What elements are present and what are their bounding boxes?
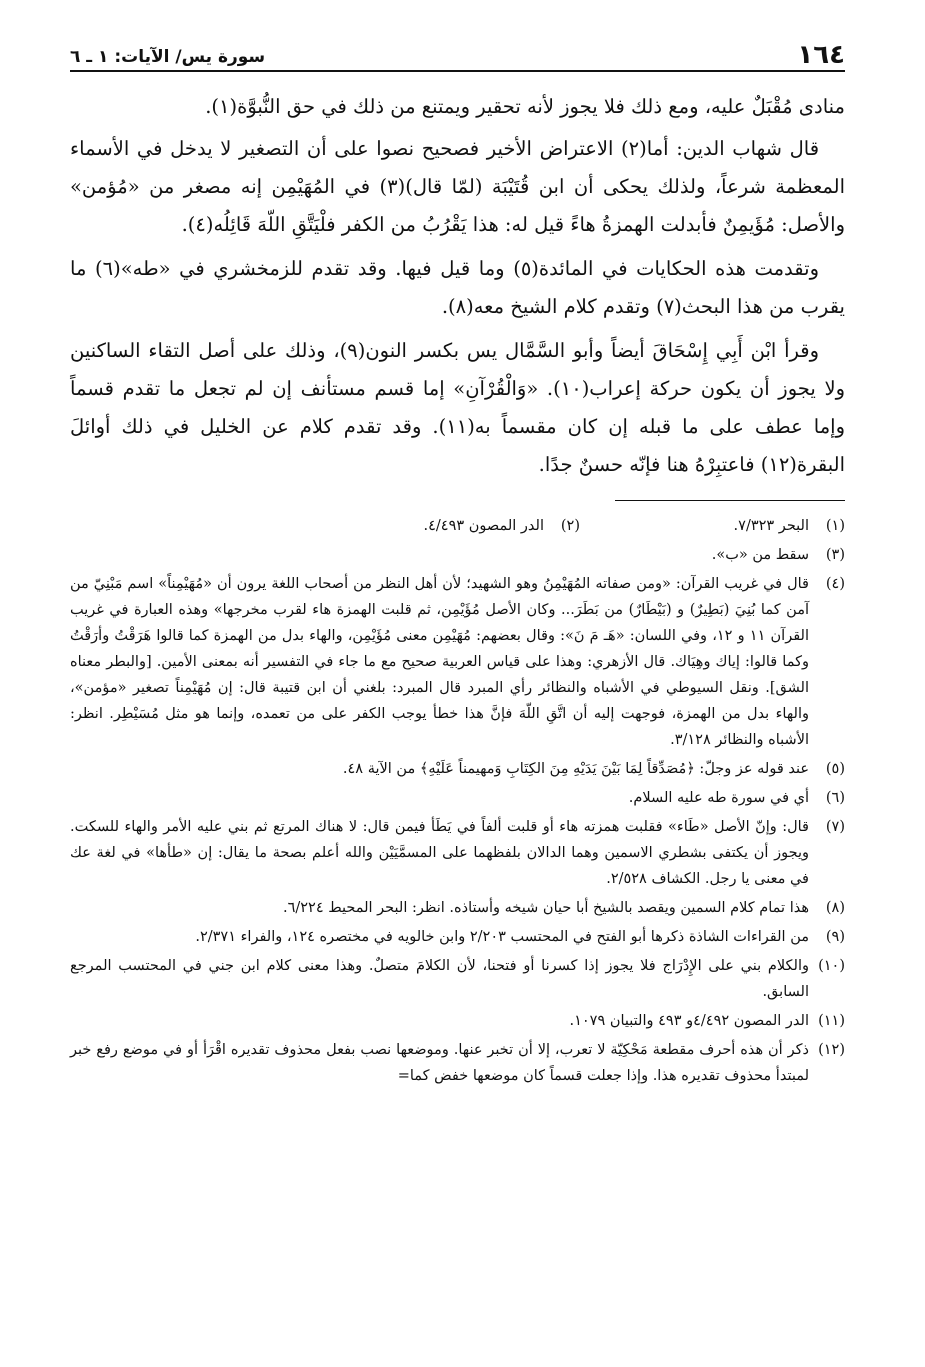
footnote-number: (١) (825, 518, 845, 534)
footnote-12 (70, 1037, 845, 1089)
paragraph-2: قال شهاب الدين: أما(٢) الاعتراض الأخير فصحيح نصوا على أن التصغير لا يدخل في الأسماء المعظمة شرعاً، ولذلك يحكى أن ابن قُتَيْبَة (لمّا قال)(٣) في المُهَيْمِن إنه مصغر من «مُؤمن» والأصل: مُؤَيمِنٌ فأبدلت الهمزةُ هاءً قيل له: هذا يَقْرُبُ من الكفر فلْيَتَّقِ اللّهَ قَائِلُه(٤). (70, 137, 845, 236)
footnote-11 (70, 1008, 845, 1034)
footnote-5 (70, 756, 845, 782)
footnote-number: (٦) (825, 790, 845, 806)
footnote-number: (٧) (825, 819, 845, 835)
footnote-2 (70, 513, 580, 539)
footnote-9 (70, 924, 845, 950)
footnote-4 (70, 571, 845, 753)
page-header (70, 34, 845, 72)
footnote-text: سقط من «ب». (711, 547, 809, 563)
footnote-number: (١٠) (818, 958, 845, 974)
footnote-number: (٢) (560, 518, 580, 534)
footnote-text: عند قوله عز وجلّ: ﴿مُصَدِّقاً لِمَا بَيْنَ يَدَيْهِ مِنَ الكِتَابِ وَمهيمناً عَلَيْهِ﴾ من الآية ٤٨. (342, 761, 809, 777)
main-text (70, 88, 845, 484)
footnote-text: الدر المصون ٤/٤٩٣. (423, 518, 544, 534)
footnote-text: من القراءات الشاذة ذكرها أبو الفتح في المحتسب ٢/٢٠٣ وابن خالويه في مختصره ١٢٤، والفراء ٢/٣٧١. (195, 929, 809, 945)
footnote-text: قال في غريب القرآن: «ومن صفاته المُهَيْمِنُ وهو الشهيد؛ لأن أهل النظر من أصحاب اللغة يرون أن «مُهَيْمِناً» اسم مَبْنِيّ من آمن كما بُنِيَ (بَطِيرٌ) و (بَيْطَارٌ) من بَطَرَ... وكان الأصل مُؤَيْمِن، ثم قلبت الهمزة هاء لقرب مخرجها» وهذه العبارة في غريب القرآن ١١ و ١٢، وفي اللسان: «هَـ مَ نَ»: وقال بعضهم: مُهَيْمِن معنى مُؤَيْمِن، والهاء بدل من الهمزة كما قالوا هَرَقْتُ وأرَقْتُ وكما قالوا: إياك وهِيَاك. قال الأزهري: وهذا على قياس العربية صحيح مع ما جاء في التفسير أنه بمعنى الأمين. [والبطر معناه الشق]. ونقل السيوطي في الأشباه والنظائر رأي المبرد قال المبرد: بلغني أن ابن قتيبة قال: إن مُهَيْمِناً تصغير «مؤمن»، والهاء بدل من الهمزة، فوجهت إليه أن اتَّقِ اللّهَ فإنَّ هذا خطأ يوجب الكفر على من تعمده، وإنما هو مثل مُسَيْطِر. انظر: الأشباه والنظائر ٣/١٢٨. (70, 576, 810, 748)
footnote-row-1-2 (70, 513, 845, 539)
footnotes (70, 513, 845, 1089)
footnote-text: أي في سورة طه عليه السلام. (628, 790, 809, 806)
footnote-10 (70, 953, 845, 1005)
footnote-8 (70, 895, 845, 921)
footnote-text: ذكر أن هذه أحرف مقطعة مَحْكِيّة لا تعرب، إلا أن تخبر عنها. وموضعها نصب بفعل محذوف تقديره اقْرَأ أو في موضع رفع خبر لمبتدأ محذوف تقديره هذا. وإذا جعلت قسماً كان موضعها خفض كما= (70, 1042, 809, 1084)
footnote-text: الدر المصون ٤/٤٩٢و ٤٩٣ والتبيان ١٠٧٩. (569, 1013, 809, 1029)
footnote-number: (١١) (818, 1013, 845, 1029)
page-number: ١٦٤ (797, 40, 845, 70)
footnote-number: (٣) (825, 547, 845, 563)
paragraph-4: وقرأ ابْن أَبِي إِسْحَاقَ أيضاً وأبو السَّمَّال يس بكسر النون(٩)، وذلك على أصل التقاء الساكنين ولا يجوز أن يكون حركة إعراب(١٠). «وَالْقُرْآنِ» إما قسم مستأنف إن لم تجعل ما تقدم قسماً وإما عطف على ما قبله إن كان مقسماً به(١١). وقد تقدم كلام عن الخليل في ذلك أوائلَ البقرة(١٢) فاعتبِرْهُ هنا فإنّه حسنٌ جدًا. (70, 339, 846, 476)
footnote-text: هذا تمام كلام السمين ويقصد بالشيخ أبا حيان شيخه وأستاذه. انظر: البحر المحيط ٦/٢٢٤. (282, 900, 809, 916)
footnote-separator (615, 500, 845, 501)
footnote-number: (٤) (825, 576, 845, 592)
footnote-6 (70, 785, 845, 811)
footnote-number: (٥) (825, 761, 845, 777)
footnote-number: (٩) (825, 929, 845, 945)
footnote-number: (٨) (825, 900, 845, 916)
footnote-text: والكلام بني على الإِدْرَاج فلا يجوز إذا كسرنا أو فتحنا، لأن الكلامَ متصلٌ. وهذا معنى كلام ابن جني في المحتسب المرجع السابق. (70, 958, 809, 1000)
footnote-7 (70, 814, 845, 892)
footnote-1 (580, 513, 845, 539)
paragraph-3: وتقدمت هذه الحكايات في المائدة(٥) وما قيل فيها. وقد تقدم للزمخشري في «طه»(٦) ما يقرب من هذا البحث(٧) وتقدم كلام الشيخ معه(٨). (70, 257, 845, 318)
footnote-text: البحر ٧/٣٢٣. (733, 518, 809, 534)
footnote-number: (١٢) (818, 1042, 845, 1058)
running-title: سورة يس/ الآيات: ١ ـ ٦ (70, 47, 266, 67)
footnote-text: قال: وإنّ الأصل «طَاء» فقلبت همزته هاء أو قلبت ألفاً في يَطَأ فيمن قال: لا هناك المرتع ثم بني عليه الأمر والهاء للسكت. ويجوز أن يكتفى بشطري الاسمين وهما الدالان بلفظهما على المسمَّيَيْن والله أعلم بصحة ما يقال: إن «طأها» في لغة عك في معنى يا رجل. الكشاف ٢/٥٢٨. (70, 819, 809, 887)
footnote-3 (70, 542, 845, 568)
paragraph-1: منادى مُقْبَلٌ عليه، ومع ذلك فلا يجوز لأنه تحقير ويمتنع من ذلك في حق النُّبوَّة(١). (205, 95, 845, 118)
